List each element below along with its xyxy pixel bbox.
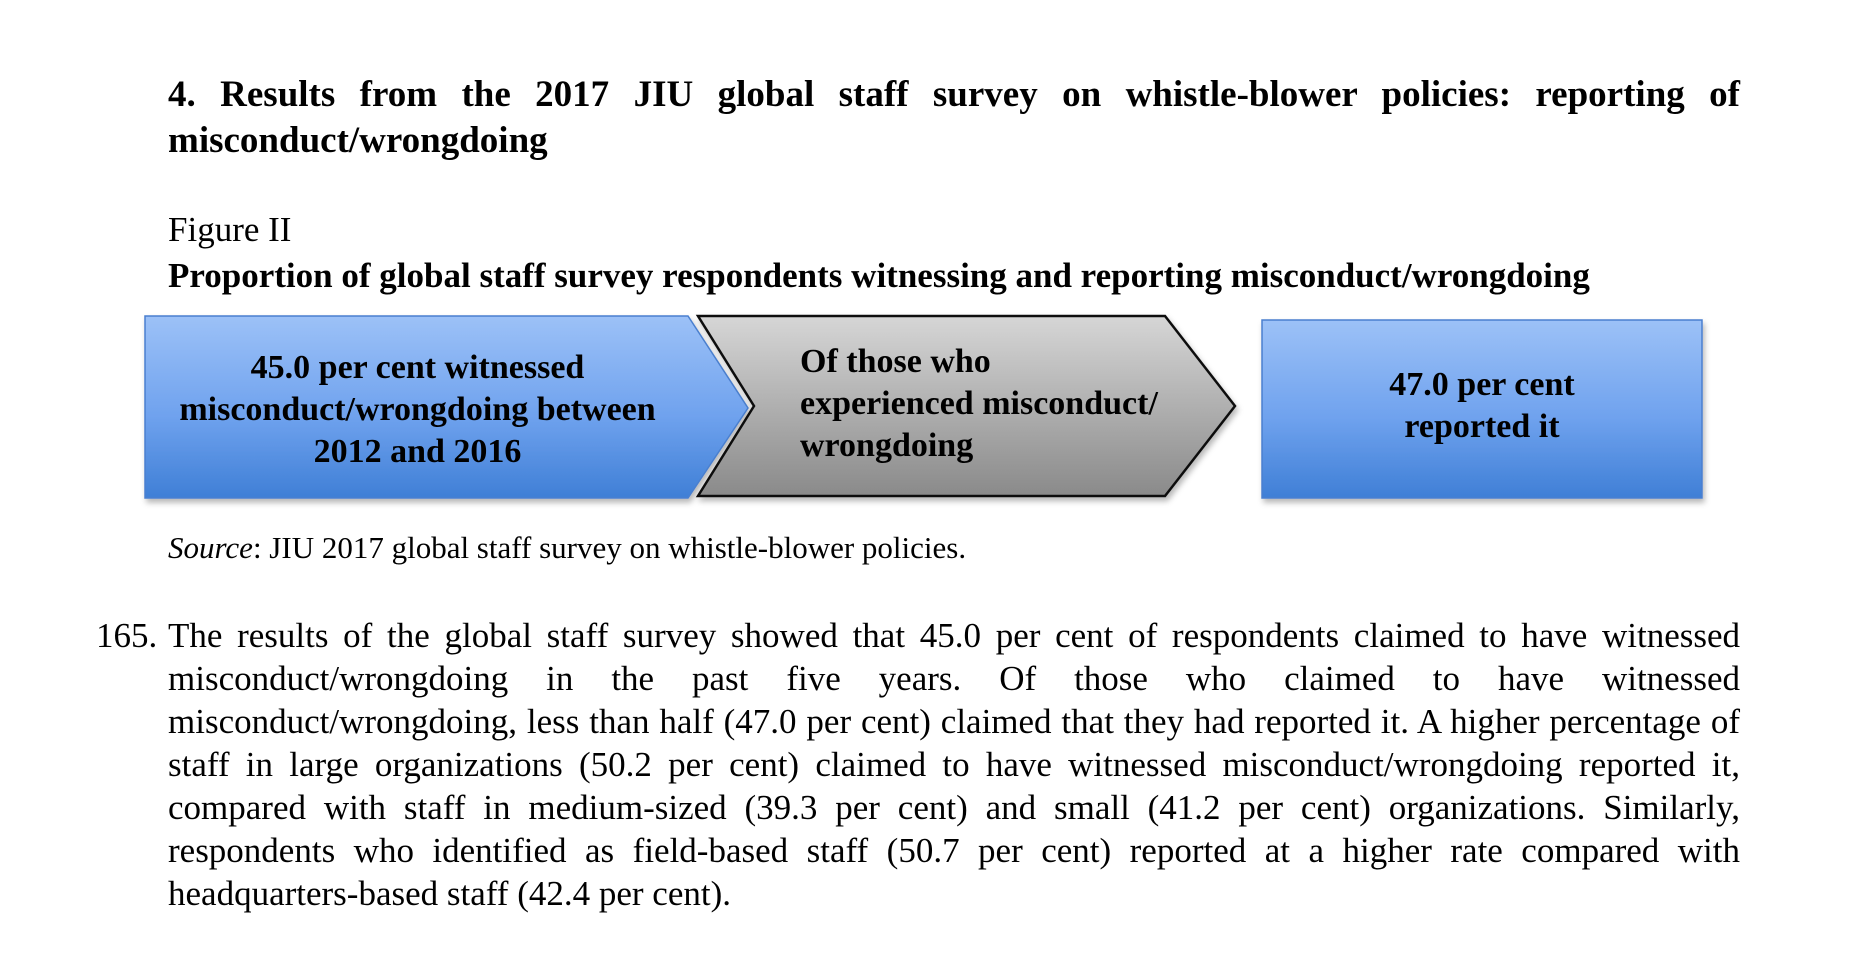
- experienced-line-1: Of those who: [800, 343, 991, 380]
- witnessed-line-3: 2012 and 2016: [313, 433, 522, 470]
- experienced-line-2: experienced misconduct/: [800, 385, 1158, 422]
- figure-title: Proportion of global staff survey respondents witnessing and reporting misconduct/wrongdoing: [168, 256, 1590, 295]
- source-text: : JIU 2017 global staff survey on whistle-blower policies.: [252, 530, 967, 565]
- figure-label: Figure II: [168, 210, 292, 249]
- source-label: Source: [168, 530, 253, 565]
- witnessed-line-1: 45.0 per cent witnessed: [250, 349, 585, 386]
- paragraph-text: The results of the global staff survey showed that 45.0 per cent of respondents claimed to have witnessed misconduct/wrongdoing in the past five years. Of those who claimed to have witnessed misconduct/wrongdoing, less than half (47.0 per cent) claimed that they had reported it. A higher percentage of staff in large organizations (50.2 per cent) claimed to have witnessed misconduct/wrongdoing reported it, compared with staff in medium-sized (39.3 per cent) and small (41.2 per cent) organizations. Similarly, respondents who identified as field-based staff (50.7 per cent) reported at a higher rate compared with headquarters-based staff (42.4 per cent).: [168, 616, 1740, 913]
- experienced-line-3: wrongdoing: [800, 427, 974, 464]
- reported-line-2: reported it: [1404, 408, 1560, 445]
- figure-source: [168, 528, 966, 568]
- witnessed-box-text: [145, 347, 690, 473]
- experienced-box-text: [800, 341, 1240, 467]
- section-heading: 4. Results from the 2017 JIU global staff survey on whistle-blower policies: reporting of misconduct/wrongdoing: [168, 74, 1740, 161]
- reported-line-1: 47.0 per cent: [1389, 366, 1575, 403]
- reported-box-text: [1262, 364, 1702, 448]
- paragraph-number: 165.: [96, 616, 158, 655]
- witnessed-line-2: misconduct/wrongdoing between: [179, 391, 656, 428]
